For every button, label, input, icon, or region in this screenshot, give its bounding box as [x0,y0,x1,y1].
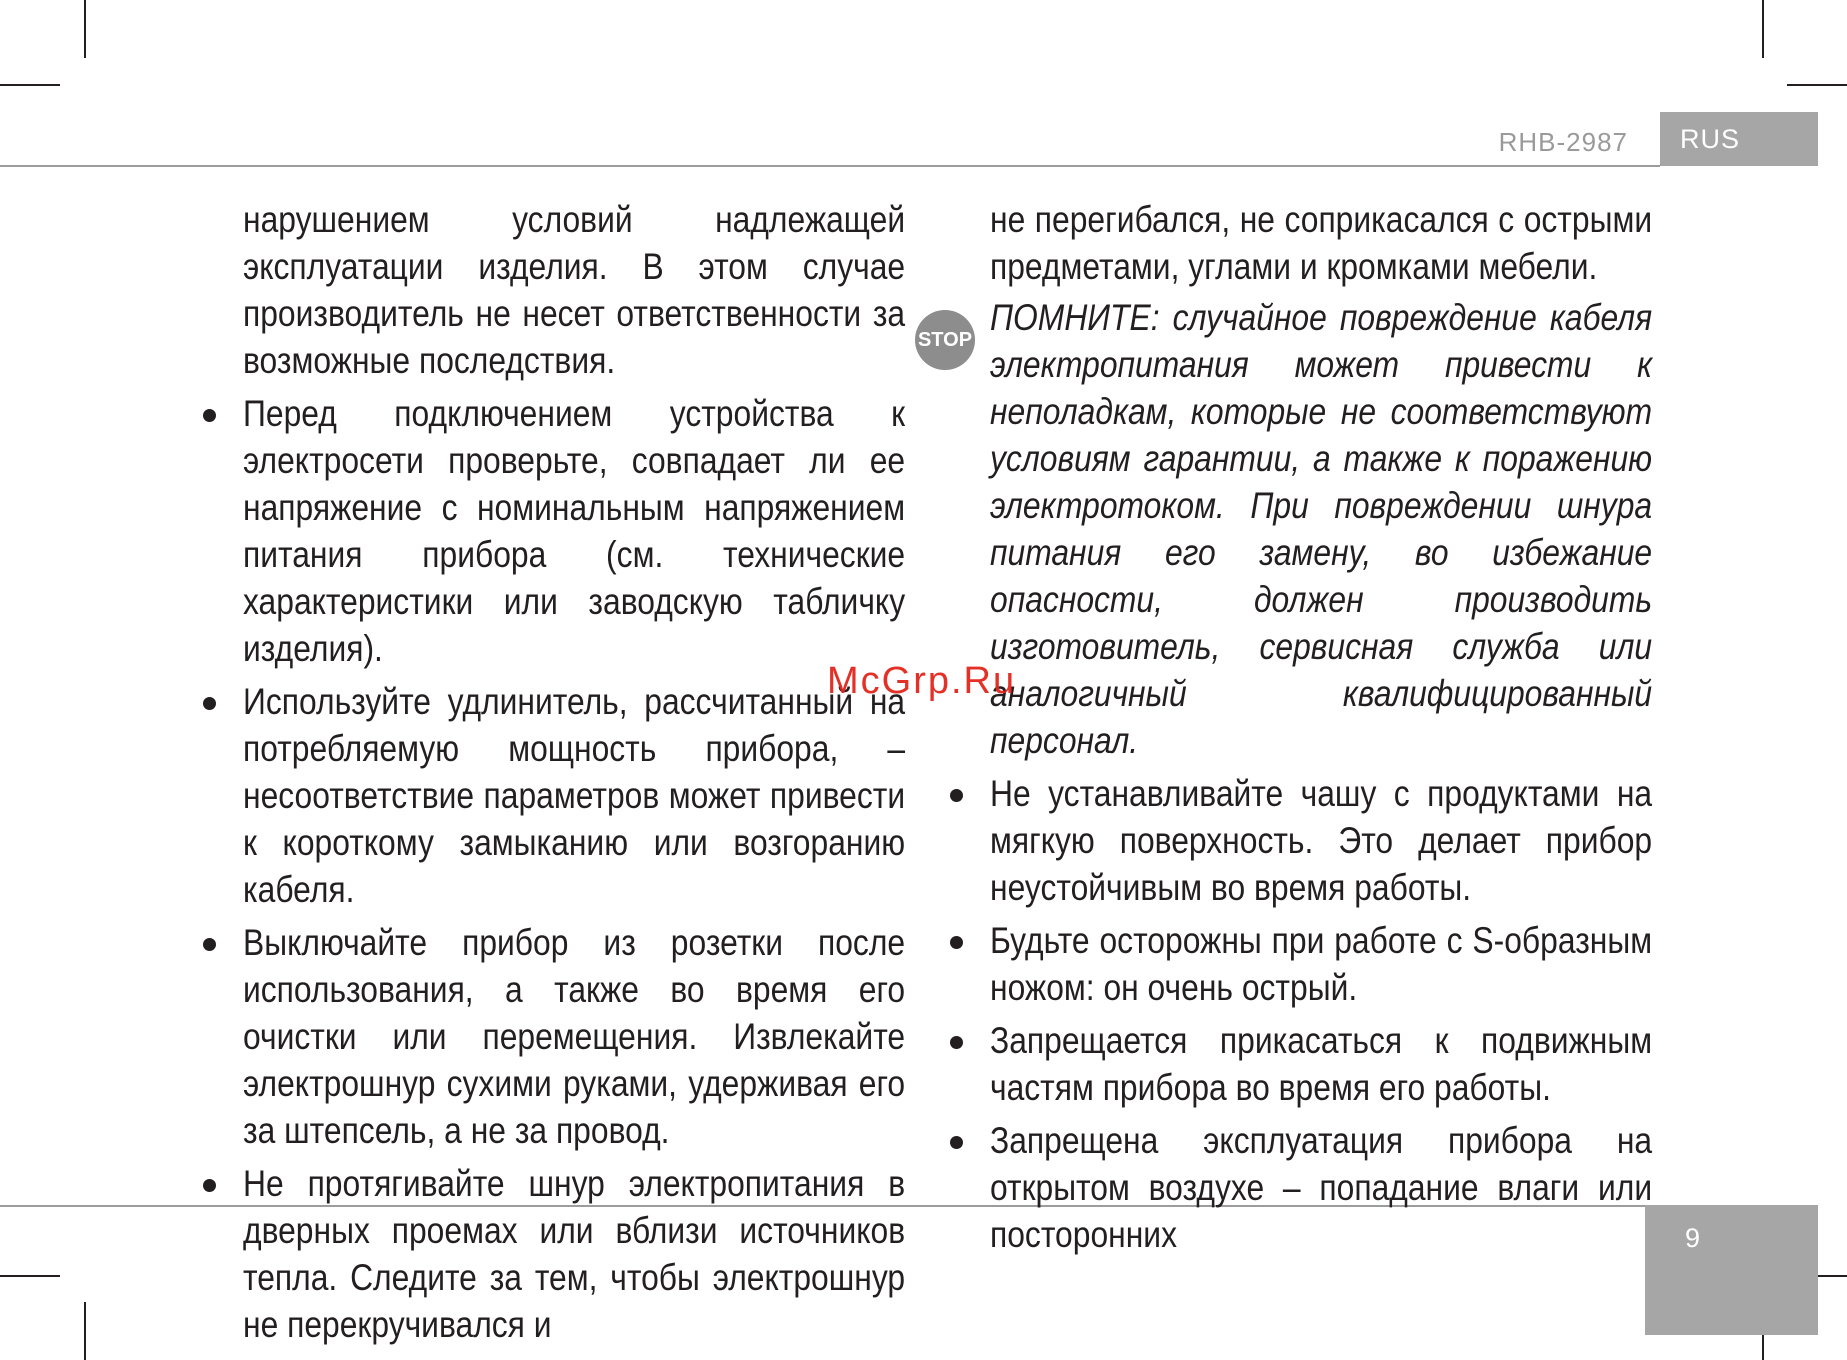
crop-mark [1762,0,1764,58]
bullet-icon [950,1136,963,1149]
crop-mark [84,0,86,58]
list-item [243,390,905,672]
continuation-paragraph: не перегибался, не соприкасался с острыми предметами, углами и кромками мебели. [990,199,1653,287]
language-tab [1660,112,1818,166]
crop-mark [0,84,60,86]
bullet-icon [203,1179,216,1192]
language-label: RUS [1680,123,1741,154]
list-item [990,917,1652,1011]
continuation-paragraph: нарушением условий надлежащей эксплуатации изделия. В этом случае производитель не несет ответственности за возможные последствия. [243,199,906,381]
left-column [243,196,905,1348]
list-item [990,1017,1652,1111]
list-item-text: Выключайте прибор из розетки после использования, а также во время его очистки или перемещения. Извлекайте электрошнур сухими руками, удерживая его за штепсель, а не за провод. [243,922,906,1151]
page-number-tab [1645,1205,1818,1335]
page-number: 9 [1685,1223,1701,1253]
stop-icon: STOP [915,310,975,370]
list-item [990,1117,1652,1258]
bullet-icon [203,409,216,422]
list-item-text: Используйте удлинитель, рассчитанный на потребляемую мощность прибора, – несоответствие параметров может привести к короткому замыканию или возгоранию кабеля. [243,681,906,910]
list-item-text: Запрещается прикасаться к подвижным частям прибора во время его работы. [990,1020,1653,1108]
crop-mark [84,1302,86,1360]
model-number: RHB-2987 [1498,127,1628,157]
list-item-text: Запрещена эксплуатация прибора на открытом воздухе – попадание влаги или посторонних [990,1120,1653,1255]
warning-text: ПОМНИТЕ: случайное повреждение кабеля электропитания может привести к неполадкам, которые не соответствуют условиям гарантии, а также к поражению электротоком. При повреждении шнура питания его замену, во избежание опасности, должен производить изготовитель, сервисная служба или аналогичный квалифицированный персонал. [990,297,1653,761]
list-item [243,678,905,913]
watermark: McGrp.Ru [827,660,1017,702]
list-item-text: Перед подключением устройства к электросети проверьте, совпадает ли ее напряжение с номинальным напряжением питания прибора (см. технические характеристики или заводскую табличку изделия). [243,393,906,669]
bullet-icon [203,697,216,710]
list-item-text: Будьте осторожны при работе с S-образным ножом: он очень острый. [990,920,1653,1008]
bullet-icon [950,936,963,949]
bullet-icon [950,1036,963,1049]
bullet-icon [950,789,963,802]
list-item-text: Не протягивайте шнур электропитания в дверных проемах или вблизи источников тепла. Следите за тем, чтобы электрошнур не перекручивался и [243,1163,906,1345]
list-item-text: Не устанавливайте чашу с продуктами на мягкую поверхность. Это делает прибор неустойчивым во время работы. [990,773,1653,908]
crop-mark [1787,84,1847,86]
list-item [243,919,905,1154]
crop-mark [0,1275,60,1277]
bullet-icon [203,938,216,951]
list-item [243,1160,905,1348]
list-item [990,770,1652,911]
header-rule [0,165,1660,167]
